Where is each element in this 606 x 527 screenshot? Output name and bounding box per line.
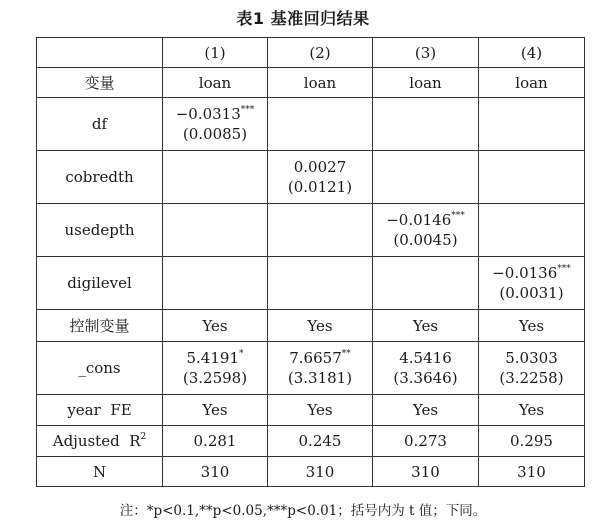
empty-cell — [163, 204, 268, 257]
coefficient: −0.0136 — [492, 264, 558, 282]
empty-cell — [268, 98, 373, 151]
header-corner — [37, 38, 163, 68]
cons-row — [37, 342, 585, 395]
dependent-variable: loan — [163, 68, 268, 98]
header-row — [37, 38, 585, 68]
empty-cell — [479, 98, 585, 151]
regression-table — [36, 37, 585, 487]
coefficient: 5.4191 — [186, 349, 239, 367]
table-note: 注：*p<0.1,**p<0.05,***p<0.01；括号内为 t 值；下同。 — [119, 503, 487, 519]
coef-row-cobredth — [37, 151, 585, 204]
n-value: 310 — [268, 457, 373, 487]
row-label: 控制变量 — [37, 310, 163, 342]
n-row — [37, 457, 585, 487]
row-label: Adjusted R — [52, 432, 141, 450]
coef-cell — [163, 98, 268, 151]
year-fe-value: Yes — [479, 395, 585, 426]
coef-cell — [479, 342, 585, 395]
dependent-variable: loan — [373, 68, 479, 98]
column-header: (2) — [268, 38, 373, 68]
adjusted-r2-value: 0.281 — [163, 426, 268, 457]
coefficient: 4.5416 — [399, 349, 452, 367]
coef-cell — [163, 342, 268, 395]
empty-cell — [373, 151, 479, 204]
standard-error: (0.0085) — [182, 125, 248, 143]
adjusted-r2-value: 0.295 — [479, 426, 585, 457]
year-fe-value: Yes — [163, 395, 268, 426]
row-label: year FE — [37, 395, 163, 426]
row-label-cell — [37, 426, 163, 457]
significance-stars: ** — [341, 349, 351, 359]
empty-cell — [479, 151, 585, 204]
year-fe-value: Yes — [373, 395, 479, 426]
empty-cell — [479, 204, 585, 257]
row-label: 变量 — [37, 68, 163, 98]
coef-cell — [373, 342, 479, 395]
standard-error: (0.0031) — [499, 284, 564, 302]
significance-stars: *** — [240, 105, 255, 115]
empty-cell — [373, 98, 479, 151]
column-header: (1) — [163, 38, 268, 68]
coef-cell — [479, 257, 585, 310]
coef-cell — [268, 151, 373, 204]
adjusted-r2-value: 0.273 — [373, 426, 479, 457]
controls-value: Yes — [268, 310, 373, 342]
standard-error: (0.0121) — [287, 178, 353, 196]
significance-stars: * — [239, 349, 244, 359]
year-fe-value: Yes — [268, 395, 373, 426]
empty-cell — [268, 257, 373, 310]
coef-row-usedepth — [37, 204, 585, 257]
superscript: 2 — [140, 432, 147, 442]
column-header: (4) — [479, 38, 585, 68]
coef-cell — [373, 204, 479, 257]
controls-value: Yes — [373, 310, 479, 342]
coefficient: 5.0303 — [505, 349, 558, 367]
row-label: N — [37, 457, 163, 487]
standard-error: (3.3181) — [287, 369, 353, 387]
row-label: digilevel — [37, 257, 163, 310]
controls-row — [37, 310, 585, 342]
dependent-variable: loan — [268, 68, 373, 98]
n-value: 310 — [373, 457, 479, 487]
empty-cell — [268, 204, 373, 257]
variable-row — [37, 68, 585, 98]
significance-stars: *** — [451, 211, 465, 221]
empty-cell — [163, 257, 268, 310]
standard-error: (3.3646) — [393, 369, 458, 387]
coef-row-df — [37, 98, 585, 151]
n-value: 310 — [479, 457, 585, 487]
year-fe-row — [37, 395, 585, 426]
coefficient: −0.0313 — [175, 105, 241, 123]
controls-value: Yes — [163, 310, 268, 342]
dependent-variable: loan — [479, 68, 585, 98]
column-header: (3) — [373, 38, 479, 68]
standard-error: (3.2258) — [499, 369, 564, 387]
standard-error: (3.2598) — [182, 369, 248, 387]
adjusted-r2-value: 0.245 — [268, 426, 373, 457]
coefficient: 0.0027 — [293, 158, 347, 176]
controls-value: Yes — [479, 310, 585, 342]
standard-error: (0.0045) — [393, 231, 458, 249]
coefficient: 7.6657 — [289, 349, 342, 367]
n-value: 310 — [163, 457, 268, 487]
empty-cell — [163, 151, 268, 204]
row-label: _cons — [37, 342, 163, 395]
coefficient: −0.0146 — [386, 211, 452, 229]
coef-cell — [268, 342, 373, 395]
significance-stars: *** — [557, 264, 571, 274]
empty-cell — [373, 257, 479, 310]
table-title: 表1 基准回归结果 — [236, 9, 370, 28]
adjusted-r2-row — [37, 426, 585, 457]
coef-row-digilevel — [37, 257, 585, 310]
row-label: df — [37, 98, 163, 151]
row-label: cobredth — [37, 151, 163, 204]
row-label: usedepth — [37, 204, 163, 257]
